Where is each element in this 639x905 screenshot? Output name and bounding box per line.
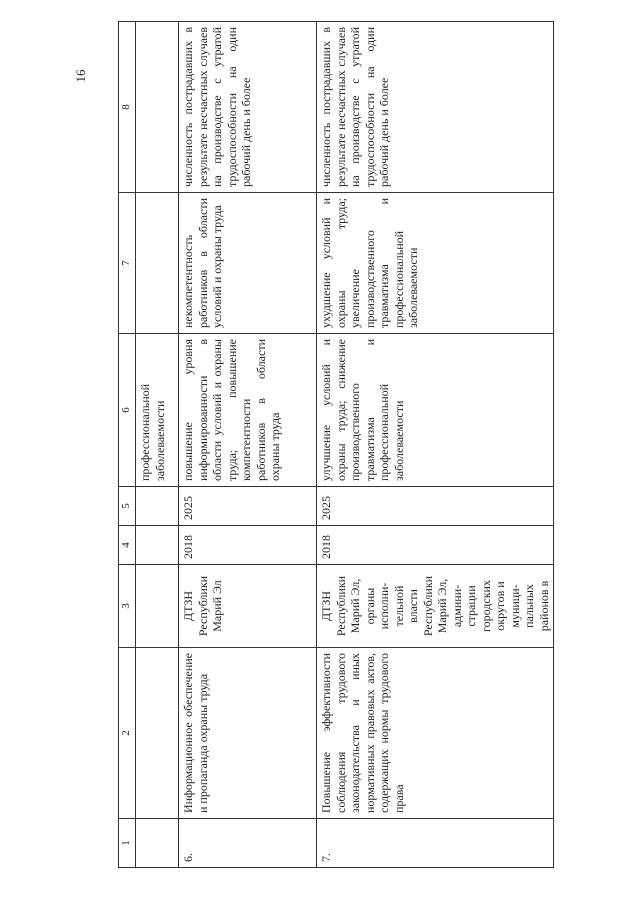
continuation-row	[136, 22, 179, 868]
indicator: численность пострадавших в результате несчастных случаев на производстве с утратой трудоспособности на один рабочий день и более	[317, 22, 554, 193]
consequences: некомпетентность работников в области условий и охраны труда	[179, 193, 317, 334]
start-year: 2018	[317, 526, 554, 565]
col-header-1: 1	[119, 819, 136, 868]
indicator: численность пострадавших в результате несчастных случаев на производстве с утратой трудоспособности на один рабочий день и более	[179, 22, 317, 193]
continuation-text: профессиональной заболеваемости	[136, 334, 179, 487]
header-row	[119, 22, 136, 868]
expected-result: повышение уровня информированности в области условий и охраны труда; повышение компетентности работников в области охраны труда	[179, 334, 317, 487]
table-row	[179, 22, 317, 868]
page-number: 16	[73, 69, 88, 83]
row-number: 7.	[317, 819, 554, 868]
start-year: 2018	[179, 526, 317, 565]
col-header-8: 8	[119, 22, 136, 193]
col-header-6: 6	[119, 334, 136, 487]
measure-name: Информационное обеспечение и пропаганда охраны труда	[179, 648, 317, 819]
rotated-table-page	[118, 27, 551, 868]
col-header-2: 2	[119, 648, 136, 819]
end-year: 2025	[317, 487, 554, 526]
col-header-3: 3	[119, 565, 136, 648]
row-number: 6.	[179, 819, 317, 868]
col-header-5: 5	[119, 487, 136, 526]
col-header-4: 4	[119, 526, 136, 565]
end-year: 2025	[179, 487, 317, 526]
executor: ДТЗН Республики Марий Эл	[179, 565, 317, 648]
expected-result: улучшение условий и охраны труда; снижение производственного травматизма и профессиональной заболеваемости	[317, 334, 554, 487]
consequences: ухудшение условий и охраны труда; увеличение производственного травматизма и профессиональной заболеваемости	[317, 193, 554, 334]
measures-table	[118, 21, 554, 868]
measure-name: Повышение эффективности соблюдения трудового законодательства и иных нормативных правовых актов, содержащих нормы трудового права	[317, 648, 554, 819]
table-row	[317, 22, 554, 868]
executor: ДТЗН Республики Марий Эл, органы исполни-тельной власти Республики Марий Эл, админи-страции городских округов и муници-пальных районов в	[317, 565, 554, 648]
col-header-7: 7	[119, 193, 136, 334]
